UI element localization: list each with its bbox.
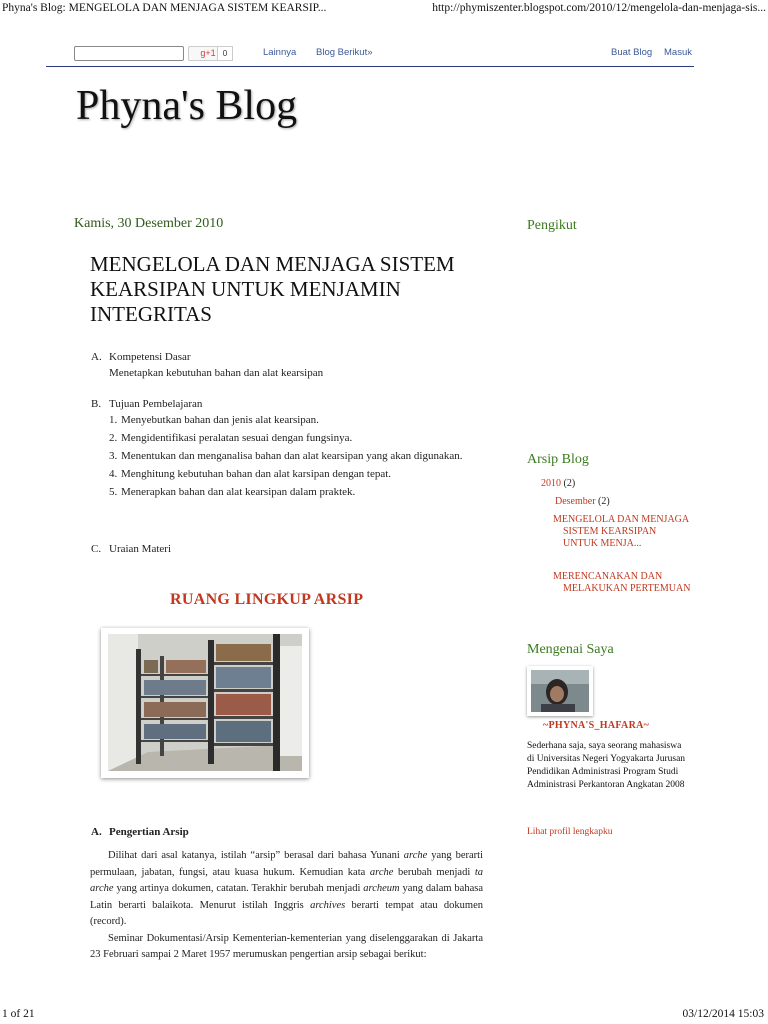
- archive-year-link[interactable]: 2010: [541, 478, 561, 489]
- subsection-letter: A.: [91, 826, 102, 838]
- search-input[interactable]: [74, 46, 184, 61]
- create-blog-link[interactable]: Buat Blog: [611, 47, 653, 58]
- section-a-heading: Kompetensi Dasar: [109, 351, 191, 363]
- blog-title[interactable]: Phyna's Blog: [76, 83, 298, 129]
- post-body: [90, 848, 483, 964]
- goal-item: [109, 466, 483, 482]
- archive-year-count: (2): [563, 478, 576, 489]
- text-run: yang berarti permulaan, jabatan, fungsi, atau kuasa hukum. Kemudian kata: [90, 850, 484, 878]
- post-date: Kamis, 30 Desember 2010: [74, 216, 224, 231]
- archive-post-link[interactable]: MERENCANAKAN DAN MELAKUKAN PERTEMUAN: [553, 571, 691, 594]
- text-run: ta arche: [90, 866, 484, 894]
- gplus-label: g+1: [200, 48, 216, 58]
- goal-text: Menerapkan bahan dan alat kearsipan dalam praktek.: [121, 486, 356, 498]
- goal-number: 3.: [109, 450, 118, 462]
- gplus-count: 0: [217, 46, 233, 61]
- sign-in-link[interactable]: Masuk: [664, 47, 692, 58]
- text-run: berarti tempat atau dokumen (record).: [90, 899, 483, 927]
- print-page-number: 1 of 21: [2, 1008, 35, 1020]
- goal-item: [109, 484, 483, 500]
- goal-text: Mengidentifikasi peralatan sesuai dengan fungsinya.: [121, 432, 353, 444]
- goal-item: [109, 412, 483, 428]
- section-b-letter: B.: [91, 398, 102, 410]
- print-page-title: Phyna's Blog: MENGELOLA DAN MENJAGA SISTEM KEARSIP...: [2, 2, 327, 14]
- paragraph-1: [90, 848, 483, 931]
- archive-year[interactable]: [541, 478, 575, 490]
- section-c: [91, 541, 391, 557]
- more-link[interactable]: Lainnya: [263, 47, 297, 58]
- next-blog-link[interactable]: Blog Berikut»: [316, 47, 373, 58]
- about-heading: Mengenai Saya: [527, 642, 614, 657]
- archive-month-link[interactable]: Desember: [555, 496, 596, 507]
- author-bio: Sederhana saja, saya seorang mahasiswa di Universitas Negeri Yogyakarta Jurusan Pendidikan Administrasi Program Studi Administrasi Perkantoran Angkatan 2008: [527, 741, 686, 790]
- text-run: yang artinya dokumen, catatan. Terakhir berubah menjadi: [113, 883, 364, 894]
- subsection-heading: [91, 826, 189, 838]
- goal-number: 5.: [109, 486, 118, 498]
- section-a-letter: A.: [91, 351, 102, 363]
- archive-heading: Arsip Blog: [527, 452, 589, 467]
- goal-number: 1.: [109, 414, 118, 426]
- goals-list: [109, 412, 483, 500]
- print-url: http://phymiszenter.blogspot.com/2010/12/mengelola-dan-menjaga-sis...: [432, 2, 766, 14]
- text-run: berubah menjadi: [393, 866, 475, 878]
- text-run: yang dalam bahasa Latin berarti balaikota. Menurut istilah Inggris: [90, 883, 483, 911]
- blogger-navbar: [46, 44, 694, 67]
- archive-shelves-photo: [101, 628, 309, 778]
- section-a: [91, 349, 491, 381]
- subsection-title: Pengertian Arsip: [109, 826, 189, 838]
- paragraph-2: Seminar Dokumentasi/Arsip Kementerian-kementerian yang diselenggarakan di Jakarta 23 Februari sampai 2 Maret 1957 merumuskan pengertian arsip sebagai berikut:: [90, 932, 483, 960]
- text-run: archives: [310, 899, 346, 911]
- post-title[interactable]: MENGELOLA DAN MENJAGA SISTEM KEARSIPAN UNTUK MENJAMIN INTEGRITAS: [90, 252, 455, 326]
- archive-month[interactable]: [555, 496, 610, 508]
- goal-number: 4.: [109, 468, 118, 480]
- full-profile-link[interactable]: Lihat profil lengkapku: [527, 827, 613, 837]
- goal-text: Menentukan dan menganalisa bahan dan alat kearsipan yang akan digunakan.: [121, 450, 463, 462]
- goal-text: Menyebutkan bahan dan jenis alat kearsipan.: [121, 414, 319, 426]
- print-header: [0, 2, 768, 18]
- goal-item: [109, 430, 483, 446]
- text-run: archeum: [363, 883, 400, 894]
- section-a-text: Menetapkan kebutuhan bahan dan alat kearsipan: [109, 367, 324, 379]
- archive-month-count: (2): [598, 496, 610, 507]
- photo-image: [108, 634, 302, 771]
- author-name[interactable]: ~PHYNA'S_HAFARA~: [543, 720, 650, 731]
- goal-item: [109, 448, 483, 464]
- section-b-heading: Tujuan Pembelajaran: [109, 398, 203, 410]
- section-c-letter: C.: [91, 543, 102, 555]
- avatar-illustration: [531, 670, 589, 712]
- text-run: arche: [369, 866, 394, 878]
- profile-photo[interactable]: [527, 666, 593, 716]
- text-run: arche: [403, 850, 428, 861]
- followers-heading: Pengikut: [527, 218, 577, 233]
- text-run: Dilihat dari asal katanya, istilah “arsip” berasal dari bahasa Yunani: [108, 850, 404, 861]
- section-heading: RUANG LINGKUP ARSIP: [170, 591, 364, 608]
- section-b: [91, 396, 483, 412]
- goal-text: Menghitung kebutuhan bahan dan alat karsipan dengan tepat.: [121, 468, 392, 480]
- section-c-heading: Uraian Materi: [109, 543, 171, 555]
- archive-post-link[interactable]: MENGELOLA DAN MENJAGA SISTEM KEARSIPAN UNTUK MENJA...: [553, 514, 689, 549]
- avatar: [531, 670, 589, 712]
- print-datetime: 03/12/2014 15:03: [682, 1008, 764, 1020]
- shelves-illustration: [108, 634, 302, 771]
- goal-number: 2.: [109, 432, 118, 444]
